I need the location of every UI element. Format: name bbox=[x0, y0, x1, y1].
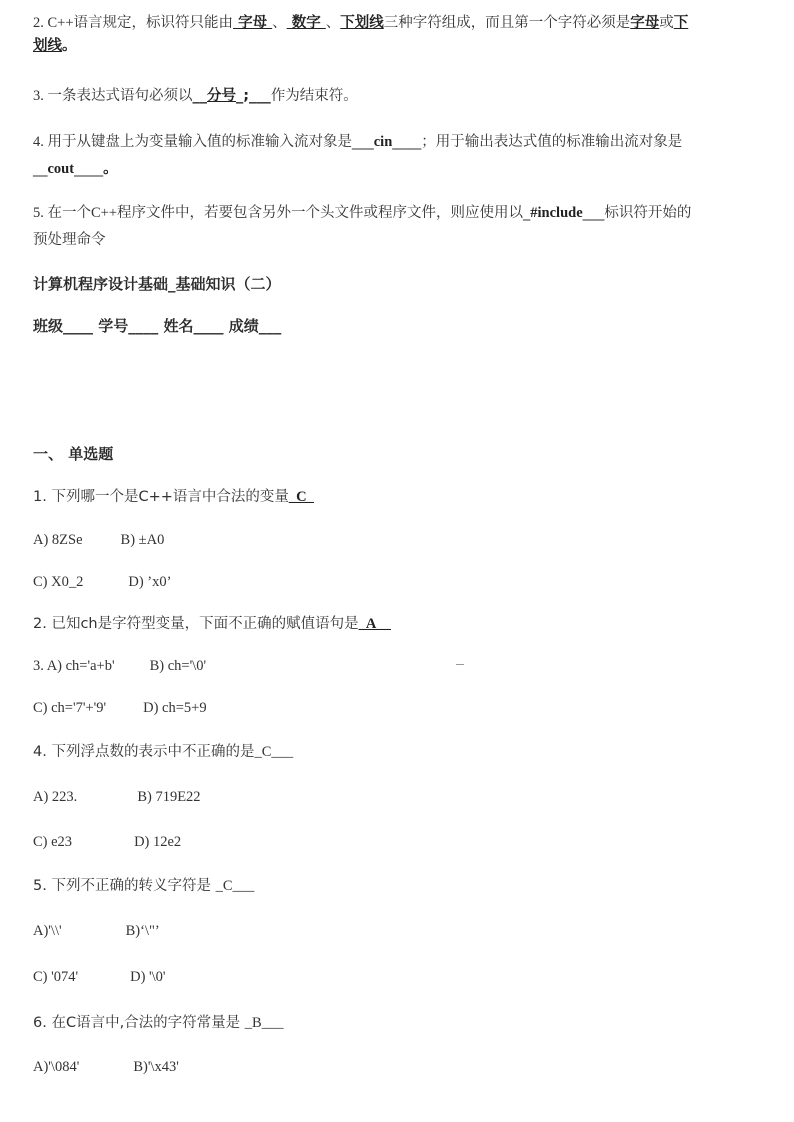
option-d: D) ’x0’ bbox=[128, 574, 172, 590]
mc-options-row bbox=[33, 966, 764, 989]
question-text: 预处理命令 bbox=[33, 232, 106, 248]
option-c: C) e23 bbox=[33, 834, 73, 850]
mc-question-4 bbox=[33, 741, 764, 764]
fill-question-2 bbox=[33, 12, 764, 58]
question-text: 用于从键盘上为变量输入值的标准输入流对象是 bbox=[47, 134, 352, 150]
separator: 、 bbox=[272, 15, 287, 31]
question-text: 标识符开始的 bbox=[604, 205, 692, 221]
fill-question-5-cont bbox=[33, 229, 764, 252]
option-a: A)'\\' bbox=[33, 923, 62, 939]
answer: _C_ bbox=[288, 489, 314, 505]
option-c: C) X0_2 bbox=[33, 574, 84, 590]
question-text: ；用于输出表达式值的标准输出流对象是 bbox=[421, 134, 683, 150]
answer: _A__ bbox=[358, 616, 391, 632]
section-title: 计算机程序设计基础_基础知识（二） bbox=[33, 275, 281, 293]
question-number: 3. bbox=[33, 88, 48, 104]
fill-question-4 bbox=[33, 131, 764, 154]
blank: __ bbox=[33, 161, 48, 177]
question-stem: 5. 下列不正确的转义字符是 bbox=[33, 878, 216, 894]
answer-include: #include bbox=[530, 205, 583, 221]
mc-question-1 bbox=[33, 486, 764, 509]
option-b: B) 719E22 bbox=[137, 789, 201, 805]
option-a: A) 8ZSe bbox=[33, 532, 83, 548]
blank: __ bbox=[192, 88, 207, 104]
question-number: 2. bbox=[33, 15, 48, 31]
option-b: B)‘\"’ bbox=[125, 923, 160, 939]
language-name: C++ bbox=[91, 205, 118, 221]
separator: 、 bbox=[325, 15, 341, 31]
option-b: B)'\x43' bbox=[133, 1059, 179, 1075]
mc-options-row bbox=[33, 697, 764, 720]
stray-mark bbox=[456, 664, 464, 665]
question-stem: 4. 下列浮点数的表示中不正确的是 bbox=[33, 744, 255, 760]
option-b: B) ±A0 bbox=[120, 532, 165, 548]
option-c: C) ch='7'+'9' bbox=[33, 700, 107, 716]
option-d: D) 12e2 bbox=[134, 834, 182, 850]
mc-question-2 bbox=[33, 613, 764, 636]
option-a: A) 223. bbox=[33, 789, 78, 805]
mc-question-5 bbox=[33, 875, 764, 898]
name-field: 姓名____ bbox=[163, 317, 224, 335]
period: 。 bbox=[62, 38, 77, 54]
section-heading-single-choice: 一、 单选题 bbox=[33, 445, 114, 463]
question-stem: 6. 在C语言中,合法的字符常量是 bbox=[33, 1015, 245, 1031]
answer-underscore: 下划线 bbox=[340, 15, 384, 31]
blank: _;___ bbox=[236, 88, 271, 104]
mc-question-6 bbox=[33, 1012, 764, 1035]
answer-first-char-underscore: 下 bbox=[673, 15, 689, 31]
answer-cout: cout bbox=[47, 161, 75, 177]
answer-first-char-underscore-cont: 划线 bbox=[33, 38, 62, 54]
fill-question-4-cont bbox=[33, 158, 764, 181]
period: 。 bbox=[103, 161, 118, 177]
score-field: 成绩___ bbox=[228, 317, 282, 335]
class-field: 班级____ bbox=[33, 317, 94, 335]
mc-options-row bbox=[33, 571, 764, 594]
question-text: 程序文件中，若要包含另外一个头文件或程序文件，则应使用以 bbox=[117, 205, 524, 221]
language-name: C++ bbox=[47, 15, 74, 31]
answer-first-char-letter: 字母 bbox=[630, 15, 660, 31]
mc-options-row bbox=[33, 529, 764, 552]
option-b: B) ch='\0' bbox=[149, 658, 207, 674]
blank: ____ bbox=[392, 134, 422, 150]
mc-options-row bbox=[33, 1056, 764, 1079]
mc-options-row bbox=[33, 655, 764, 678]
student-id-field: 学号____ bbox=[98, 317, 159, 335]
mc-options-row bbox=[33, 786, 764, 809]
answer: _B___ bbox=[244, 1015, 284, 1031]
answer-letters: 字母 bbox=[233, 15, 273, 31]
option-d: D) '\0' bbox=[130, 969, 166, 985]
blank: ___ bbox=[582, 205, 605, 221]
mc-options-row bbox=[33, 831, 764, 854]
mc-options-row bbox=[33, 920, 764, 943]
option-a: 3. A) ch='a+b' bbox=[33, 658, 115, 674]
question-text: 作为结束符。 bbox=[270, 88, 358, 104]
answer: _C___ bbox=[215, 878, 255, 894]
answer: _C___ bbox=[254, 744, 294, 760]
option-a: A)'\084' bbox=[33, 1059, 80, 1075]
blank: ____ bbox=[74, 161, 104, 177]
question-text: 在一个 bbox=[47, 205, 91, 221]
answer-semicolon: 分号 bbox=[207, 88, 236, 104]
question-number: 4. bbox=[33, 134, 48, 150]
blank: ___ bbox=[352, 134, 374, 150]
blank: _ bbox=[523, 205, 531, 221]
question-stem: 2. 已知ch是字符型变量，下面不正确的赋值语句是 bbox=[33, 616, 359, 632]
option-d: D) ch=5+9 bbox=[143, 700, 207, 716]
student-info-line bbox=[33, 315, 764, 338]
fill-question-3 bbox=[33, 85, 764, 108]
answer-digits: 数字 bbox=[286, 15, 326, 31]
question-text: 或 bbox=[659, 15, 674, 31]
question-number: 5. bbox=[33, 205, 48, 221]
answer-cin: cin bbox=[373, 134, 393, 150]
question-text: 语言规定，标识符只能由 bbox=[73, 15, 234, 31]
question-stem: 1. 下列哪一个是C++语言中合法的变量 bbox=[33, 489, 289, 505]
option-c: C) '074' bbox=[33, 969, 79, 985]
fill-question-5 bbox=[33, 202, 764, 225]
question-text: 三种字符组成，而且第一个字符必须是 bbox=[383, 15, 631, 31]
question-text: 一条表达式语句必须以 bbox=[47, 88, 193, 104]
